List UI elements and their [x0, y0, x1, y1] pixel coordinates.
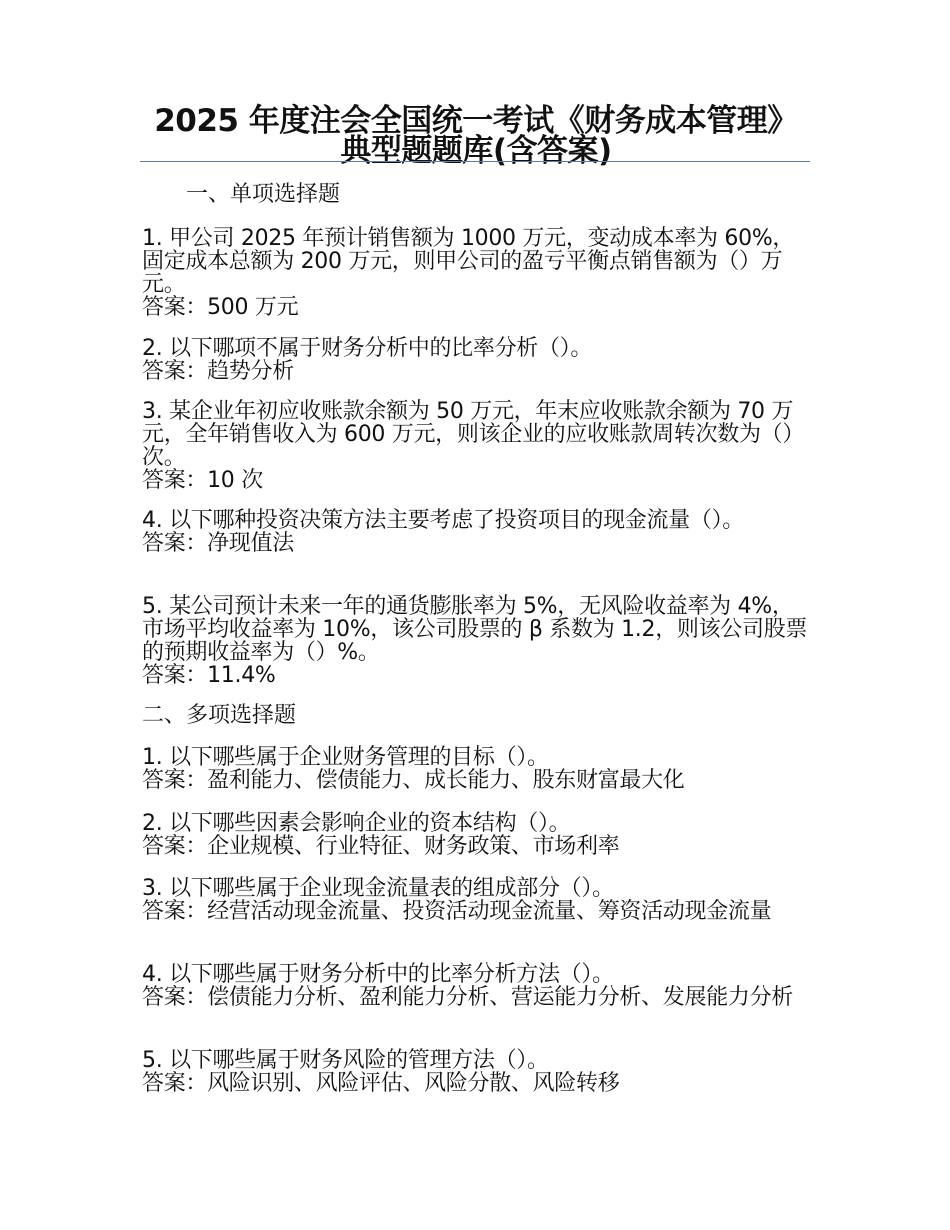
question-text: 5. 某公司预计未来一年的通货膨胀率为 5%，无风险收益率为 4%，市场平均收益率为 10%，该公司股票的 β 系数为 1.2，则该公司股票的预期收益率为（）%。 [142, 594, 808, 665]
question-text: 1. 以下哪些属于企业财务管理的目标（）。 [142, 745, 549, 770]
answer-text: 答案：500 万元 [142, 295, 299, 320]
answer-text: 答案：经营活动现金流量、投资活动现金流量、筹资活动现金流量 [142, 899, 772, 924]
question-item [142, 595, 810, 687]
answer-text: 答案：11.4% [142, 663, 276, 688]
question-text: 4. 以下哪些属于财务分析中的比率分析方法（）。 [142, 962, 614, 987]
question-item [142, 1049, 810, 1095]
section-heading-single-choice: 一、单项选择题 [186, 182, 341, 207]
question-text: 1. 甲公司 2025 年预计销售额为 1000 万元，变动成本率为 60%，固定成本总额为 200 万元，则甲公司的盈亏平衡点销售额为（）万元。 [142, 226, 795, 297]
title-divider [140, 161, 810, 162]
question-text: 3. 以下哪些属于企业现金流量表的组成部分（）。 [142, 876, 614, 901]
question-item [142, 509, 810, 555]
question-text: 3. 某企业年初应收账款余额为 50 万元，年末应收账款余额为 70 万元，全年销售收入为 600 万元，则该企业的应收账款周转次数为（）次。 [142, 399, 805, 470]
question-text: 2. 以下哪些因素会影响企业的资本结构（）。 [142, 811, 571, 836]
answer-text: 答案：风险识别、风险评估、风险分散、风险转移 [142, 1071, 620, 1096]
question-text: 4. 以下哪种投资决策方法主要考虑了投资项目的现金流量（）。 [142, 508, 744, 533]
answer-text: 答案：10 次 [142, 468, 263, 493]
question-item [142, 400, 810, 492]
question-item [142, 746, 810, 792]
document-title: 2025 年度注会全国统一考试《财务成本管理》典型题题库(含答案) [154, 103, 798, 169]
question-text: 2. 以下哪项不属于财务分析中的比率分析（）。 [142, 336, 593, 361]
question-item [142, 227, 810, 319]
answer-text: 答案：盈利能力、偿债能力、成长能力、股东财富最大化 [142, 768, 685, 793]
question-text: 5. 以下哪些属于财务风险的管理方法（）。 [142, 1048, 549, 1073]
answer-text: 答案：偿债能力分析、盈利能力分析、营运能力分析、发展能力分析 [142, 985, 794, 1010]
question-item [142, 877, 810, 923]
question-item [142, 812, 810, 858]
answer-text: 答案：净现值法 [142, 531, 294, 556]
question-item [142, 337, 810, 383]
section-heading-multiple-choice: 二、多项选择题 [142, 703, 297, 728]
answer-text: 答案：企业规模、行业特征、财务政策、市场利率 [142, 834, 620, 859]
question-item [142, 963, 810, 1009]
answer-text: 答案：趋势分析 [142, 359, 294, 384]
